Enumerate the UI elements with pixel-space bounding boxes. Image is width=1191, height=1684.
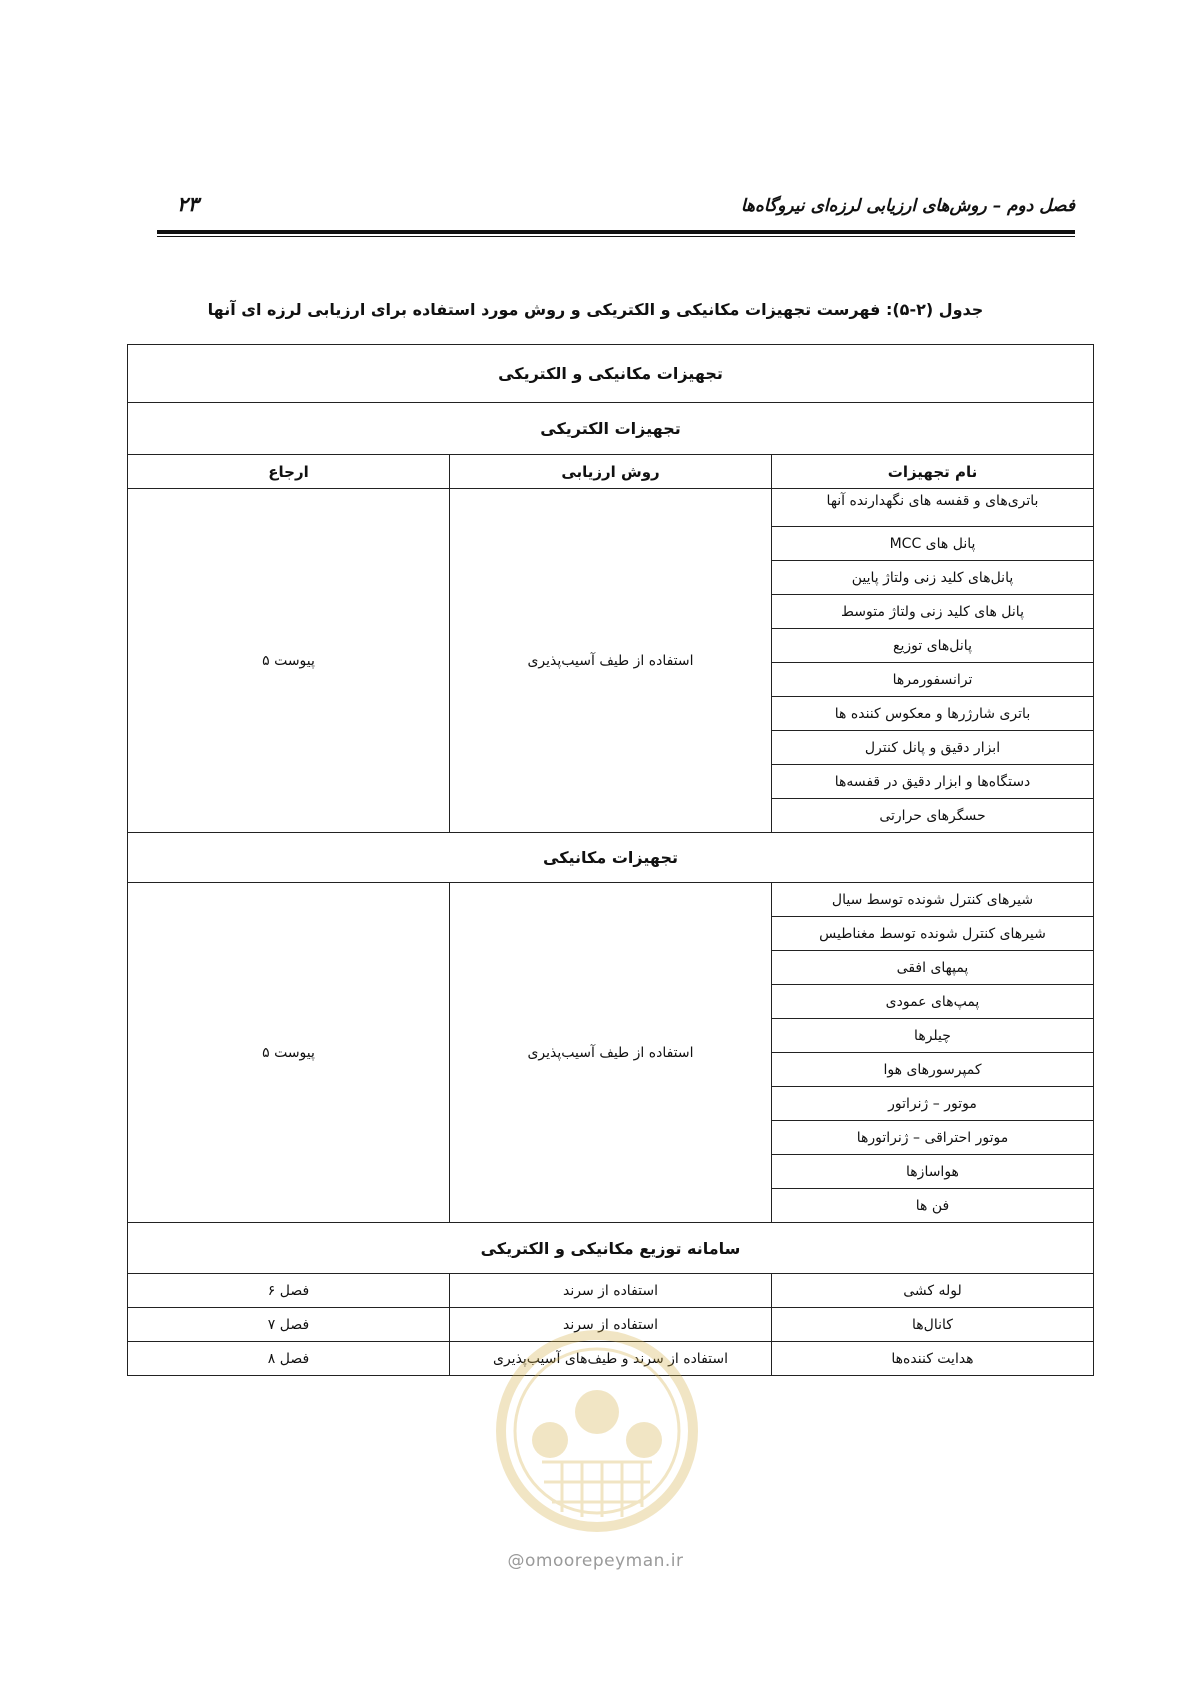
equipment-table — [127, 344, 1094, 1376]
distribution-method-cell: استفاده از سرند و طیف‌های آسیب‌پذیری — [450, 1342, 772, 1376]
equipment-cell: کمپرسورهای هوا — [772, 1053, 1094, 1087]
equipment-cell: فن ها — [772, 1189, 1094, 1223]
mechanical-method-cell: استفاده از طیف آسیب‌پذیری — [450, 883, 772, 1223]
distribution-reference-cell: فصل ۸ — [128, 1342, 450, 1376]
equipment-cell: دستگاه‌ها و ابزار دقیق در قفسه‌ها — [772, 765, 1094, 799]
distribution-method-cell: استفاده از سرند — [450, 1274, 772, 1308]
page-header — [157, 192, 1075, 228]
distribution-name-cell: لوله کشی — [772, 1274, 1094, 1308]
table-caption: جدول (۲-۵): فهرست تجهیزات مکانیکی و الکتریکی و روش مورد استفاده برای ارزیابی لرزه ای آنها — [207, 300, 984, 319]
equipment-cell: پمپهای افقی — [772, 951, 1094, 985]
section-distribution-title: سامانه توزیع مکانیکی و الکتریکی — [128, 1223, 1094, 1274]
table-title: تجهیزات مکانیکی و الکتریکی — [128, 345, 1094, 403]
electrical-reference-cell: پیوست ۵ — [128, 489, 450, 833]
column-header-reference: ارجاع — [128, 455, 450, 489]
section-mechanical-title: تجهیزات مکانیکی — [128, 833, 1094, 883]
chapter-title: فصل دوم – روش‌های ارزیابی لرزه‌ای نیروگاه‌ها — [740, 196, 1075, 216]
distribution-reference-cell: فصل ۷ — [128, 1308, 450, 1342]
watermark-site: @omoorepeyman.ir — [507, 1551, 684, 1571]
distribution-name-cell: هدایت کننده‌ها — [772, 1342, 1094, 1376]
distribution-name-cell: کانال‌ها — [772, 1308, 1094, 1342]
section-electrical-title: تجهیزات الکتریکی — [128, 403, 1094, 455]
equipment-cell: هواسازها — [772, 1155, 1094, 1189]
column-header-equipment: نام تجهیزات — [772, 455, 1094, 489]
equipment-cell: باتری‌های و قفسه های نگهدارنده آنها — [772, 489, 1094, 527]
distribution-method-cell: استفاده از سرند — [450, 1308, 772, 1342]
equipment-cell: موتور احتراقی – ژنراتورها — [772, 1121, 1094, 1155]
watermark-logo — [492, 1312, 702, 1550]
equipment-cell: باتری شارژرها و معکوس کننده ها — [772, 697, 1094, 731]
equipment-cell: شیرهای کنترل شونده توسط مغناطیس — [772, 917, 1094, 951]
equipment-cell: پانل‌های کلید زنی ولتاژ پایین — [772, 561, 1094, 595]
equipment-cell: ترانسفورمرها — [772, 663, 1094, 697]
equipment-cell: پانل های کلید زنی ولتاژ متوسط — [772, 595, 1094, 629]
header-rule-thick — [157, 230, 1075, 234]
electrical-method-cell: استفاده از طیف آسیب‌پذیری — [450, 489, 772, 833]
column-header-method: روش ارزیابی — [450, 455, 772, 489]
equipment-cell: شیرهای کنترل شونده توسط سیال — [772, 883, 1094, 917]
header-rule-thin — [157, 236, 1075, 237]
equipment-cell: چیلرها — [772, 1019, 1094, 1053]
equipment-cell: حسگرهای حرارتی — [772, 799, 1094, 833]
equipment-cell: پمپ‌های عمودی — [772, 985, 1094, 1019]
distribution-reference-cell: فصل ۶ — [128, 1274, 450, 1308]
mechanical-reference-cell: پیوست ۵ — [128, 883, 450, 1223]
equipment-cell: ابزار دقیق و پانل کنترل — [772, 731, 1094, 765]
page-number: ۲۳ — [177, 192, 199, 216]
equipment-cell: موتور – ژنراتور — [772, 1087, 1094, 1121]
equipment-cell: پانل‌های توزیع — [772, 629, 1094, 663]
equipment-cell: پانل های MCC — [772, 527, 1094, 561]
